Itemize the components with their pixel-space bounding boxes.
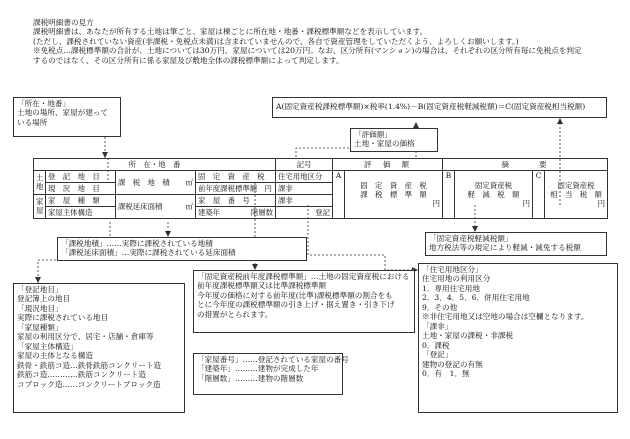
intro-line-1: 課税明細書は、あなたが所有する土地は筆ごと、家屋は棟ごとに所在地・地番・課税標準額などを表示しています。 bbox=[33, 27, 428, 37]
label-c: C bbox=[533, 171, 545, 219]
a-text-2: 課 税 標 準 額 bbox=[360, 189, 427, 199]
build-year-text: 建築年 bbox=[198, 207, 221, 217]
prior-year-line-2: 前年度課税標準額又は比準課税標準額 bbox=[197, 281, 327, 291]
header-summary: 摘 要 bbox=[443, 159, 608, 171]
residential-line-9: 0．課税 bbox=[422, 340, 450, 350]
registry-line-7: 「家屋主体構造」 bbox=[17, 341, 78, 351]
residential-line-7: 「課非」 bbox=[422, 321, 453, 331]
callout-registry bbox=[13, 283, 185, 413]
c-text-2: 相 当 税 額 bbox=[550, 189, 602, 199]
registry-line-10: 鉄筋コ造…………鉄筋コンクリート造 bbox=[17, 370, 146, 380]
reduction-title: 「固定資産税軽減税額」 bbox=[429, 234, 513, 243]
label-cur-category: 現 況 地 目 bbox=[46, 183, 116, 195]
intro-line-4: するのではなく、その区分所有に係る家屋及び敷地全体の課税標準額によって判定します。 bbox=[33, 55, 344, 65]
registry-line-3: 「現況地目」 bbox=[17, 303, 63, 313]
house-line-2: 「建築年」………建物が完成した年 bbox=[197, 364, 319, 374]
label-structure: 家屋主体構造 bbox=[46, 207, 116, 219]
callout-location bbox=[13, 97, 121, 137]
label-residential-class: 住宅用地区分 bbox=[276, 171, 333, 183]
label-tax-exempt-house: 課非 bbox=[276, 195, 333, 207]
tax-statement-table bbox=[33, 158, 608, 219]
label-taxable-area bbox=[116, 171, 196, 195]
residential-line-8: 土地・家屋の課税・非課税 bbox=[422, 331, 514, 341]
registry-line-6: 家屋の利用区分で、居宅・店舗・倉庫等 bbox=[17, 332, 154, 342]
registry-line-9: 鉄骨・鉄筋コ造…鉄骨鉄筋コンクリート造 bbox=[17, 360, 162, 370]
cell-b bbox=[455, 171, 533, 219]
intro-line-2: (ただし、課税されていない資産(非課税・免税点未満)は含まれていませんので、各自で資産管理をしていただくよう、よろしくお願いします。) bbox=[33, 36, 519, 46]
callout-location-text-2: いる場所 bbox=[17, 117, 48, 127]
reduction-text: 地方税法等の規定により軽減・減免する税額 bbox=[429, 243, 581, 253]
intro-text bbox=[33, 18, 623, 65]
table-header-row bbox=[34, 159, 608, 171]
residential-line-4: 2．3．4．5．6．併用住宅用地 bbox=[422, 293, 530, 303]
residential-line-1: 「住宅用地区分」 bbox=[422, 265, 483, 274]
label-land: 土地 bbox=[34, 171, 46, 195]
label-house: 家屋 bbox=[34, 195, 46, 219]
taxable-area-note: 「課税地積」……実際に課税されている地積 bbox=[61, 239, 213, 248]
taxable-floor-note: 「課税延床面積」…実際に課税されている延床面積 bbox=[61, 248, 236, 258]
residential-line-2: 住宅用地の利用区分 bbox=[422, 274, 491, 284]
m2-unit-2: ㎡ bbox=[185, 201, 193, 211]
a-yen: 円 bbox=[432, 199, 441, 209]
registry-line-5: 「家屋種類」 bbox=[17, 322, 63, 332]
prior-year-line-5: の措置がとられます。 bbox=[197, 309, 273, 319]
table-land-row-1 bbox=[34, 171, 608, 183]
house-line-3: 「階層数」………建物の階層数 bbox=[197, 373, 304, 383]
label-a: A bbox=[333, 171, 345, 219]
prior-year-line-4: とに今年度の課税標準額の引き上げ・据え置き・引き下げ bbox=[197, 300, 395, 310]
appraisal-title: 「評価額」 bbox=[354, 130, 392, 139]
intro-title: 課税明細書の見方 bbox=[33, 18, 94, 27]
house-line-1: 「家屋番号」……登記されている家屋の番号 bbox=[197, 355, 349, 364]
callout-house-info bbox=[193, 353, 349, 395]
callout-location-title: 「所在・地番」 bbox=[17, 99, 71, 108]
intro-line-3: ※免税点…課税標準額の合計が、土地については30万円、家屋については20万円。なお、区分所有(マンション)の場合は、それぞれの区分所有毎に免税点を判定 bbox=[33, 46, 582, 56]
callout-residential bbox=[418, 263, 618, 413]
label-house-type: 家 屋 種 類 bbox=[46, 195, 116, 207]
residential-line-3: 1．専用住宅用地 bbox=[422, 283, 480, 293]
formula-text: A(固定資産税課税標準額)×税率(1.4%)－B(固定資産税軽減税額)＝C(固定資産税相当税額) bbox=[276, 102, 586, 111]
residential-line-10: 「登記」 bbox=[422, 350, 453, 360]
header-location: 所 在・地 番 bbox=[34, 159, 276, 171]
taxable-floor-text: 課税延床面積 bbox=[118, 201, 163, 211]
b-text-1: 固定資産税 bbox=[475, 180, 512, 190]
b-text-2: 軽 減 税 額 bbox=[467, 189, 520, 199]
callout-prior-year bbox=[193, 270, 415, 333]
cell-a bbox=[345, 171, 443, 219]
label-house-number: 家 屋 番 号 bbox=[196, 195, 276, 207]
c-yen: 円 bbox=[597, 199, 606, 209]
residential-line-11: 建物の登記の有無 bbox=[422, 359, 483, 369]
registry-line-11: コブロック造……コンクリートブロック造 bbox=[17, 379, 161, 389]
prior-year-line-3: 今年度の価格に対する前年度(比準)課税標準額の割合をも bbox=[197, 290, 393, 300]
callout-appraisal bbox=[350, 128, 438, 152]
registry-line-4: 実際に課税されている地目 bbox=[17, 313, 109, 323]
label-taxable-floor bbox=[116, 195, 196, 219]
callout-location-text-1: 土地の場所、家屋が建って bbox=[17, 108, 109, 118]
residential-line-6: ※非住宅用地又は空地の場合は空欄となります。 bbox=[422, 312, 589, 322]
label-year-floors bbox=[196, 207, 276, 219]
callout-formula bbox=[272, 97, 607, 118]
c-text-1: 固定資産税 bbox=[557, 180, 595, 190]
cell-c bbox=[545, 171, 608, 219]
floors-text: 階層数 bbox=[250, 207, 273, 217]
appraisal-text: 土地・家屋の価格 bbox=[354, 139, 415, 149]
header-value: 評 価 額 bbox=[333, 159, 443, 171]
label-tax-exempt: 課非 bbox=[276, 183, 333, 195]
b-yen: 円 bbox=[522, 199, 531, 209]
taxable-area-text: 課 税 地 積 bbox=[118, 177, 170, 187]
label-asset-std: 固 定 資 産 税 bbox=[196, 171, 276, 183]
a-text-1: 固 定 資 産 税 bbox=[360, 180, 427, 190]
m2-unit: ㎡ bbox=[185, 177, 193, 187]
label-prior-year-std: 前年度課税標準額 円 bbox=[196, 183, 276, 195]
label-registration: 登記 bbox=[276, 207, 333, 219]
callout-reduction bbox=[425, 232, 607, 256]
label-reg-category: 登 記 地 目 bbox=[46, 171, 116, 183]
registry-line-1: 「登記地目」 bbox=[17, 285, 63, 294]
callout-taxable-area bbox=[57, 237, 307, 261]
registry-line-8: 家屋の主体となる構造 bbox=[17, 351, 93, 361]
residential-line-5: 9．その他 bbox=[422, 302, 458, 312]
prior-year-line-1: 「固定資産税前年度課税標準額」…土地の固定資産税における bbox=[197, 272, 410, 281]
header-symbol: 記号 bbox=[276, 159, 333, 171]
label-b: B bbox=[443, 171, 455, 219]
residential-line-12: 0．有 1．無 bbox=[422, 369, 470, 379]
registry-line-2: 登記簿上の地目 bbox=[17, 294, 71, 304]
